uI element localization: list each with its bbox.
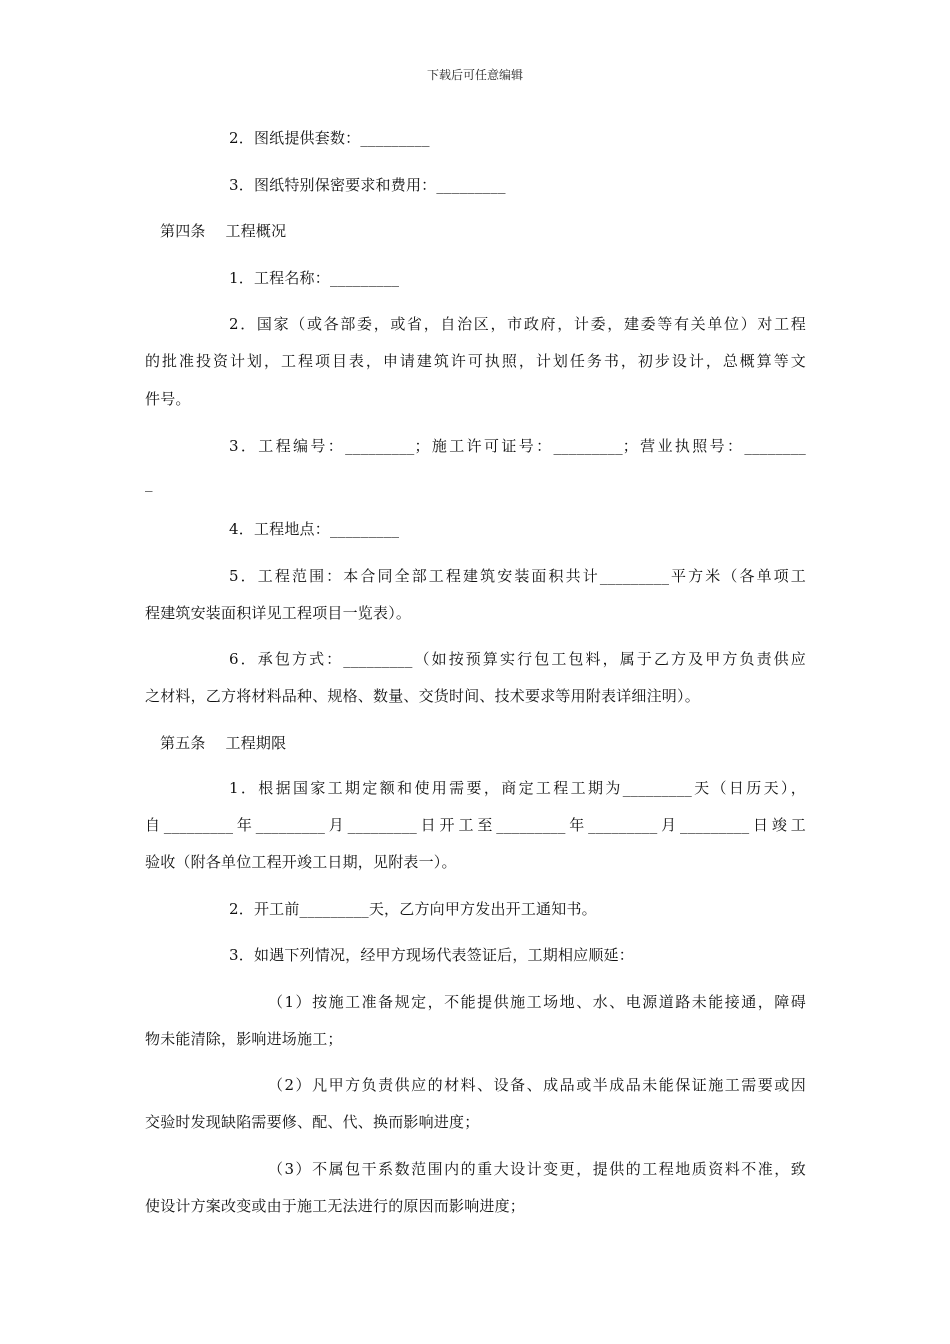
- text-line: 2．国家（或各部委，或省，自治区，市政府，计委，建委等有关单位）对工程: [229, 315, 806, 333]
- text-line: 使设计方案改变或由于施工无法进行的原因而影响进度；: [145, 1197, 526, 1215]
- text-line: _: [145, 474, 153, 492]
- text-line: 3．如遇下列情况，经甲方现场代表签证后，工期相应顺延：: [229, 946, 634, 964]
- section-heading: 第四条 工程概况: [160, 222, 287, 240]
- text-line: 件号。: [145, 390, 191, 408]
- text-line: 自_________年_________月_________日开工至_________年_________月_________日竣工: [145, 816, 806, 834]
- text-line: 2．开工前_________天，乙方向甲方发出开工通知书。: [229, 900, 597, 918]
- text-line: 1．工程名称：_________: [229, 269, 400, 287]
- text-line: 3．工程编号：_________；施工许可证号：_________；营业执照号：________: [229, 437, 806, 455]
- text-line: 之材料，乙方将材料品种、规格、数量、交货时间、技术要求等用附表详细注明）。: [145, 687, 700, 705]
- text-line: 1．根据国家工期定额和使用需要，商定工程工期为_________天（日历天），: [229, 779, 806, 797]
- text-line: （2）凡甲方负责供应的材料、设备、成品或半成品未能保证施工需要或因: [268, 1076, 806, 1094]
- section-heading: 第五条 工程期限: [160, 734, 287, 752]
- text-line: 4．工程地点：_________: [229, 520, 400, 538]
- text-line: 6．承包方式：_________（如按预算实行包工包料，属于乙方及甲方负责供应: [229, 650, 806, 668]
- text-line: 的批准投资计划，工程项目表，申请建筑许可执照，计划任务书，初步设计，总概算等文: [145, 352, 806, 370]
- text-line: （3）不属包干系数范围内的重大设计变更，提供的工程地质资料不准，致: [268, 1160, 806, 1178]
- page-header: 下载后可任意编辑: [426, 68, 523, 82]
- text-line: 2．图纸提供套数：_________: [229, 129, 430, 147]
- text-line: 交验时发现缺陷需要修、配、代、换而影响进度；: [145, 1113, 480, 1131]
- text-line: 程建筑安装面积详见工程项目一览表）。: [145, 604, 412, 622]
- text-line: （1）按施工准备规定，不能提供施工场地、水、电源道路未能接通，障碍: [268, 993, 806, 1011]
- text-line: 物未能清除，影响进场施工；: [145, 1030, 343, 1048]
- text-line: 验收（附各单位工程开竣工日期，见附表一）。: [145, 853, 457, 871]
- text-line: 5．工程范围：本合同全部工程建筑安装面积共计_________平方米（各单项工: [229, 567, 806, 585]
- text-line: 3．图纸特别保密要求和费用：_________: [229, 176, 506, 194]
